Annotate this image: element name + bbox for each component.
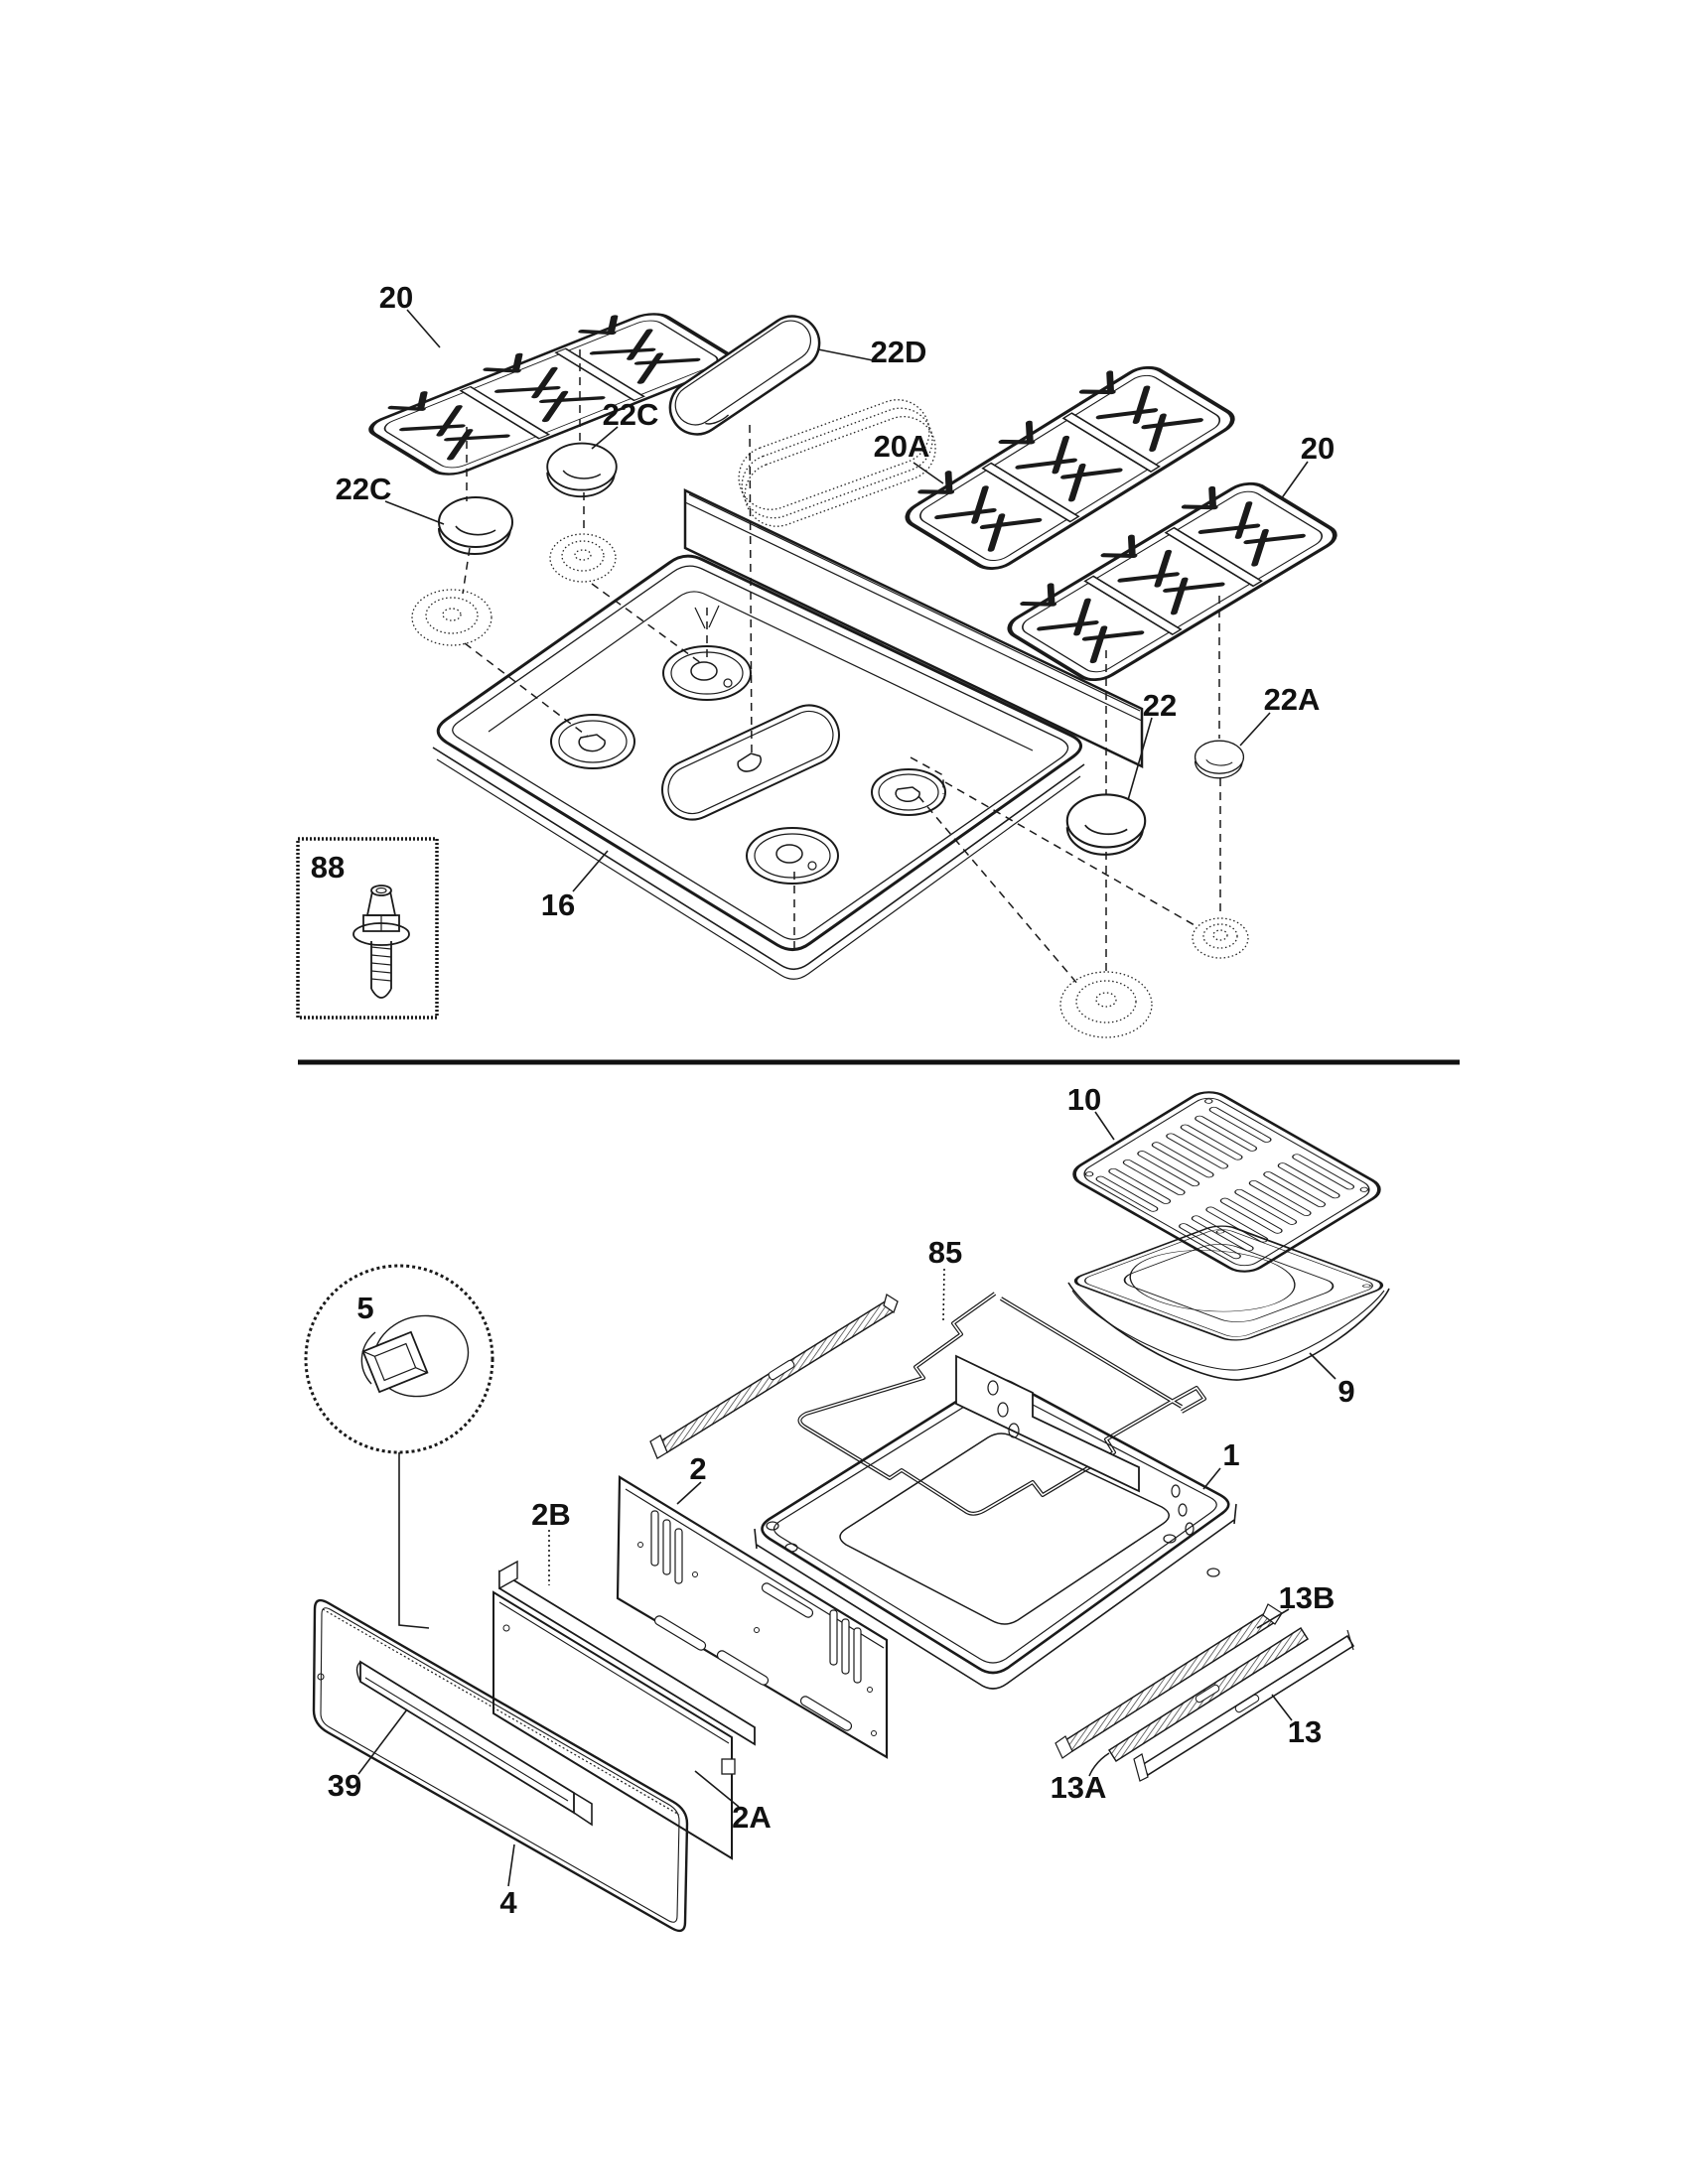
callout-2a: 2A (732, 1800, 772, 1835)
callout-1: 1 (1222, 1437, 1240, 1472)
callout-16: 16 (540, 887, 576, 922)
callout-13b: 13B (1278, 1580, 1336, 1615)
callout-22c-lower: 22C (335, 472, 392, 506)
callout-5: 5 (356, 1291, 374, 1325)
callout-22c-upper: 22C (602, 397, 659, 432)
callout-22d: 22D (870, 335, 927, 369)
callout-88: 88 (310, 850, 346, 885)
callout-2b: 2B (531, 1497, 571, 1532)
callout-9: 9 (1337, 1374, 1355, 1409)
callout-13: 13 (1287, 1714, 1323, 1749)
callout-22: 22 (1142, 688, 1178, 723)
callout-20-left: 20 (378, 280, 414, 315)
callout-4: 4 (499, 1885, 517, 1920)
callout-2: 2 (689, 1451, 707, 1486)
callout-10: 10 (1066, 1082, 1102, 1117)
callout-39: 39 (327, 1768, 362, 1803)
callout-13a: 13A (1050, 1770, 1107, 1805)
callout-20-right: 20 (1300, 431, 1336, 466)
callout-22a: 22A (1263, 682, 1321, 717)
callout-85: 85 (927, 1235, 963, 1270)
callout-20a: 20A (873, 429, 930, 464)
